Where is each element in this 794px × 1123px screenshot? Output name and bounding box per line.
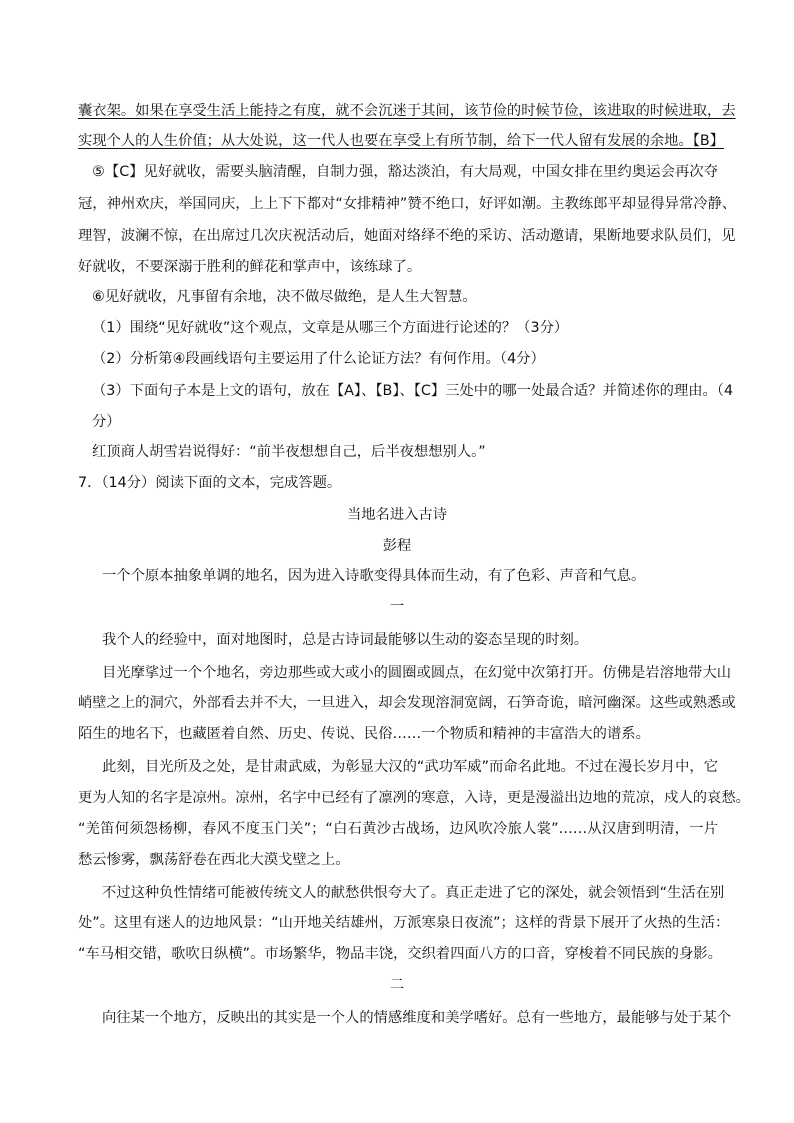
paragraph-line: 不过这种负性情绪可能被传统文人的献愁供恨夸大了。真正走进了它的深处，就会领悟到“生活在别 [102, 885, 725, 901]
question-line: （2）分析第④段画线语句主要运用了什么论证方法？有何作用。（4分） [92, 351, 545, 367]
question-line: （1）围绕“见好就收”这个观点，文章是从哪三个方面进行论述的？（3分） [92, 320, 569, 336]
paragraph-line: 向往某一个地方，反映出的其实是一个人的情感维度和美学嗜好。总有一些地方，最能够与处于某个 [102, 1010, 732, 1026]
paragraph-line: 更为人知的名字是凉州。凉州，名字中已经有了凛冽的寒意，入诗，更是漫溢出边地的荒凉，戍人的哀愁。 [78, 790, 750, 806]
article-author: 彭程 [382, 538, 412, 554]
paragraph-line: 理智，波澜不惊，在出席过几次庆祝活动后，她面对络绎不绝的采访、活动邀请，果断地要求队员们，见 [78, 228, 736, 244]
paragraph-line: 冠，神州欢庆，举国同庆，上上下下都对“女排精神”赞不绝口，好评如潮。主教练郎平却显得异常冷静、 [78, 196, 737, 212]
paragraph-line: ⑤【C】见好就收，需要头脑清醒，自制力强，豁达淡泊，有大局观，中国女排在里约奥运会再次夺 [92, 164, 718, 180]
paragraph-line: 囊衣架。如果在享受生活上能持之有度，就不会沉迷于其间，该节俭的时候节俭，该进取的时候进取，去 [78, 103, 736, 119]
paragraph-line: 陌生的地名下，也藏匿着自然、历史、传说、民俗……一个物质和精神的丰富浩大的谱系。 [78, 726, 650, 742]
section-number: 二 [389, 977, 405, 993]
paragraph-line: 好就收，不要深溺于胜利的鲜花和掌声中，该练球了。 [78, 259, 422, 275]
question-line: 分） [92, 414, 121, 430]
paragraph-line: 一个个原本抽象单调的地名，因为进入诗歌变得具体而生动，有了色彩、声音和气息。 [102, 568, 646, 584]
paragraph-line: 目光摩挲过一个个地名，旁边那些或大或小的圆圈或圆点，在幻觉中次第打开。仿佛是岩溶地带大山 [102, 665, 732, 681]
article-title: 当地名进入古诗 [346, 507, 448, 523]
paragraph-line: “羌笛何须怨杨柳，春风不度玉门关”；“白石黄沙古战场，边风吹冷旅人裳”……从汉唐到明清，一片 [78, 821, 718, 837]
paragraph-line: “车马相交错，歌吹日纵横”。市场繁华，物品丰饶，交织着四面八方的口音，穿梭着不同民族的身影。 [78, 946, 722, 962]
paragraph-line: ⑥见好就收，凡事留有余地，决不做尽做绝，是人生大智慧。 [92, 289, 477, 305]
section-number: 一 [389, 599, 405, 615]
question-number-line: 7．（14分）阅读下面的文本，完成答题。 [78, 475, 342, 491]
paragraph-line: 处”。这里有迷人的边地风景：“山开地关结雄州，万派寒泉日夜流”；这样的背景下展开了火热的生活： [78, 915, 730, 931]
paragraph-line: 实现个人的人生价值；从大处说，这一代人也要在享受上有所节制，给下一代人留有发展的余地。【B】 [78, 133, 725, 149]
paragraph-line: 峭壁之上的洞穴，外部看去并不大，一旦进入，却会发现溶洞宽阔，石笋奇诡，暗河幽深。这些或熟悉或 [78, 695, 736, 711]
paragraph-line: 愁云惨雾，飘荡舒卷在西北大漠戈壁之上。 [78, 852, 350, 868]
question-line: （3）下面句子本是上文的语句，放在【A】、【B】、【C】三处中的哪一处最合适？并简述你的理由。（4 [92, 383, 734, 399]
quote-line: 红顶商人胡雪岩说得好：“前半夜想想自己，后半夜想想别人。” [92, 444, 486, 460]
paragraph-line: 此刻，目光所及之处，是甘肃武威，为彰显大汉的“武功军威”而命名此地。不过在漫长岁月中，它 [102, 759, 718, 775]
paragraph-line: 我个人的经验中，面对地图时，总是古诗词最能够以生动的姿态呈现的时刻。 [102, 632, 589, 648]
